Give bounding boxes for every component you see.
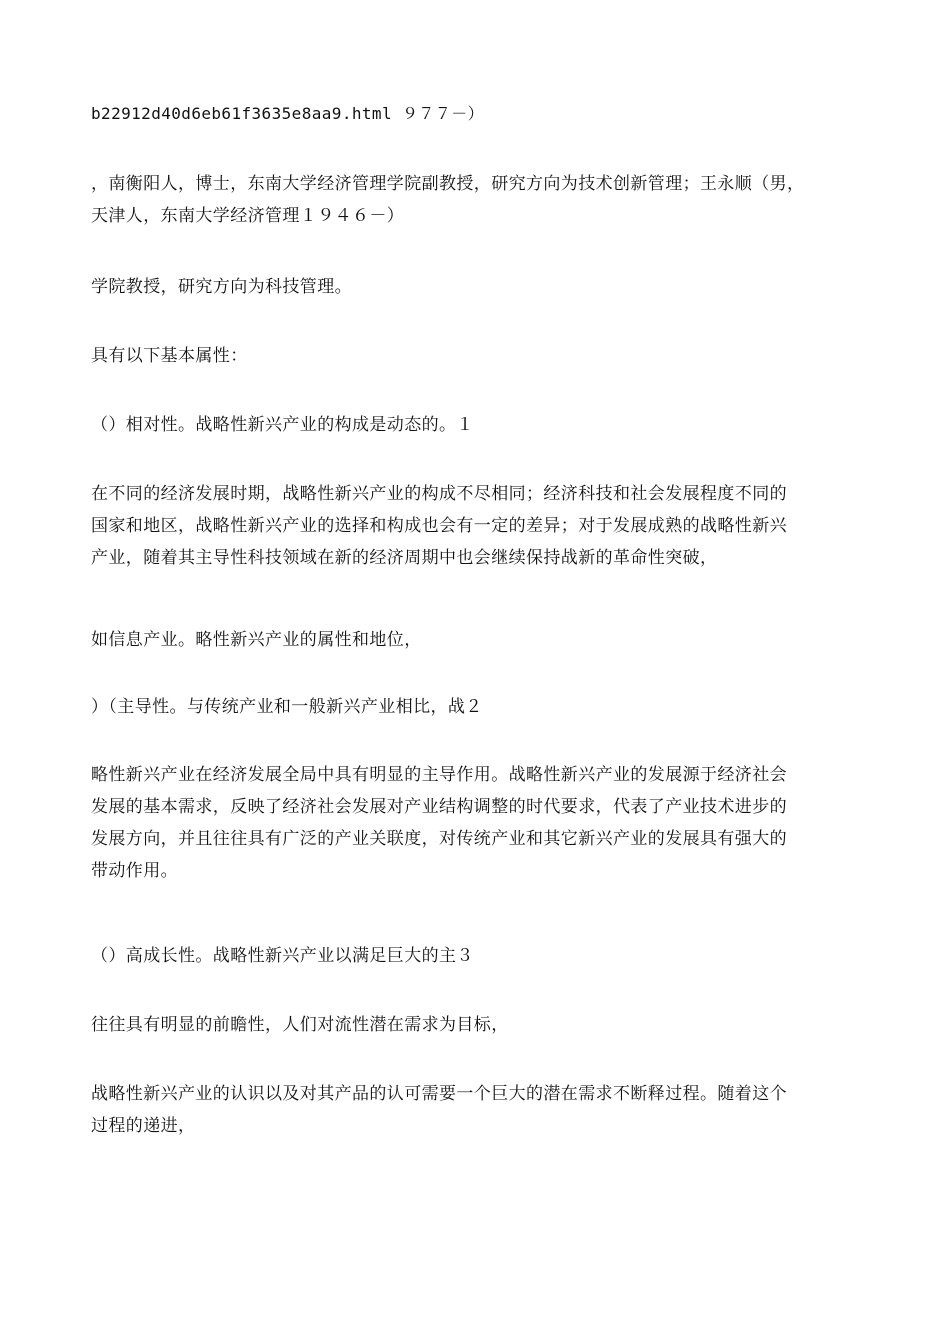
paragraph-line: 略性新兴产业在经济发展全局中具有明显的主导作用。战略性新兴产业的发展源于经济社会 <box>91 765 787 785</box>
paragraph-line: 过程的递进， <box>91 1116 196 1136</box>
paragraph-line: 学院教授，研究方向为科技管理。 <box>91 277 352 297</box>
paragraph-line: 发展的基本需求，反映了经济社会发展对产业结构调整的时代要求，代表了产业技术进步的 <box>91 797 787 817</box>
paragraph-line: 国家和地区，战略性新兴产业的选择和构成也会有一定的差异；对于发展成熟的战略性新兴 <box>91 516 787 536</box>
paragraph-author-info <box>91 168 871 232</box>
paragraph-information-industry <box>91 624 871 656</box>
paragraph-source-url <box>91 98 871 130</box>
paragraph-line: 在不同的经济发展时期，战略性新兴产业的构成不尽相同；经济科技和社会发展程度不同的 <box>91 484 787 504</box>
paragraph-line: 天津人，东南大学经济管理１９４６－） <box>91 206 405 226</box>
paragraph-line: 发展方向，并且往往具有广泛的产业关联度，对传统产业和其它新兴产业的发展具有强大的 <box>91 829 787 849</box>
paragraph-relativity-heading <box>91 409 871 441</box>
paragraph-growth-body <box>91 1078 871 1142</box>
paragraph-growth-heading <box>91 940 871 972</box>
paragraph-line: 产业，随着其主导性科技领域在新的经济周期中也会继续保持战新的革命性突破， <box>91 548 718 568</box>
paragraph-line: 如信息产业。略性新兴产业的属性和地位， <box>91 630 422 650</box>
paragraph-growth-foresight <box>91 1009 871 1041</box>
paragraph-line: （）高成长性。战略性新兴产业以满足巨大的主３ <box>91 946 474 966</box>
paragraph-line: 战略性新兴产业的认识以及对其产品的认可需要一个巨大的潜在需求不断释过程。随着这个 <box>91 1084 787 1104</box>
paragraph-author-info-continued <box>91 271 871 303</box>
paragraph-line: b22912d40d6eb61f3635e8aa9.html ９７７－） <box>91 104 485 123</box>
paragraph-line: 带动作用。 <box>91 861 178 881</box>
paragraph-line: ，南衡阳人，博士，东南大学经济管理学院副教授，研究方向为技术创新管理；王永顺（男， <box>91 174 805 194</box>
paragraph-relativity-body <box>91 478 871 574</box>
paragraph-line: 往往具有明显的前瞻性，人们对流性潜在需求为目标， <box>91 1015 509 1035</box>
paragraph-intro <box>91 340 871 372</box>
paragraph-line: ）（主导性。与传统产业和一般新兴产业相比，战２ <box>91 697 483 717</box>
paragraph-line: 具有以下基本属性： <box>91 346 248 366</box>
paragraph-leading-heading <box>91 691 871 723</box>
paragraph-leading-body <box>91 759 871 887</box>
paragraph-line: （）相对性。战略性新兴产业的构成是动态的。１ <box>91 415 474 435</box>
